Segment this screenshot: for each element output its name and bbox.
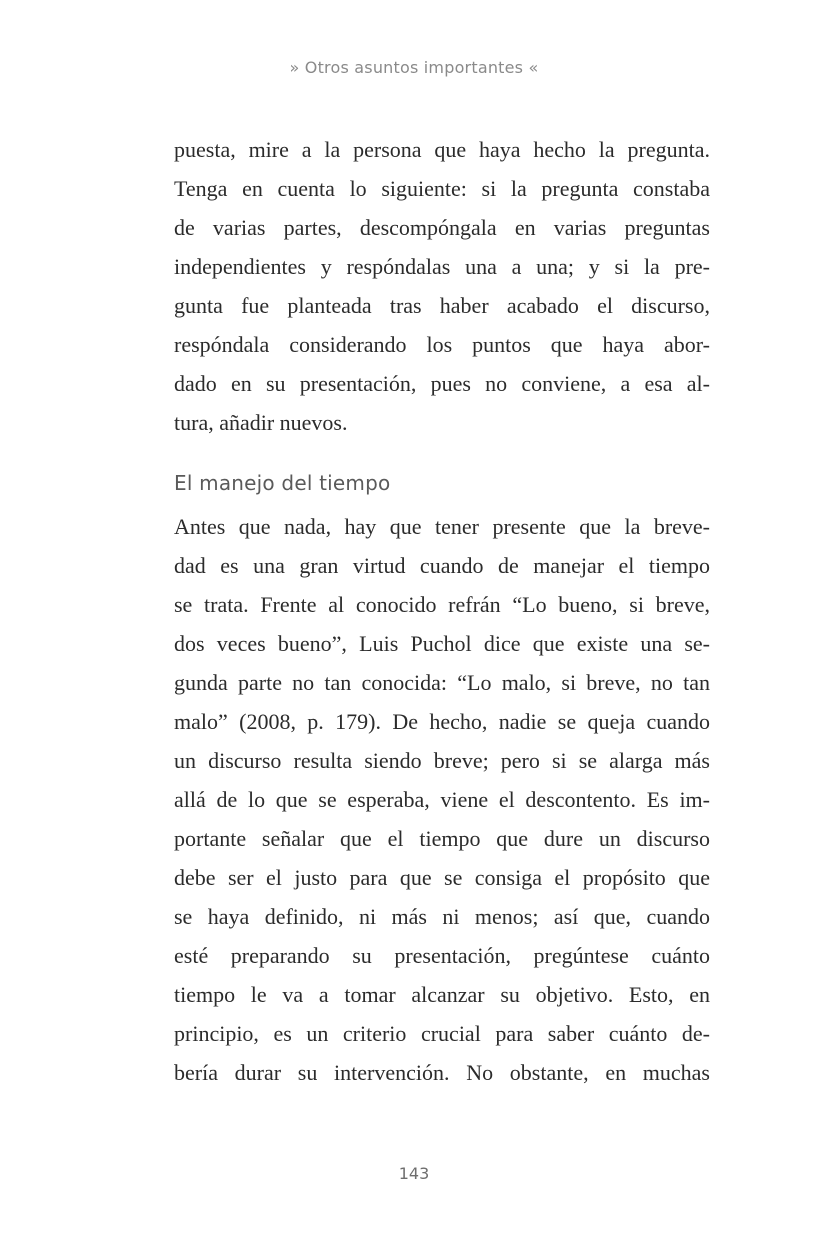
text-line: dad es una gran virtud cuando de manejar el tiempo (174, 553, 710, 578)
text-line: Antes que nada, hay que tener presente que la breve- (174, 514, 710, 539)
text-line: respóndala considerando los puntos que haya abor- (174, 332, 710, 357)
text-line: dado en su presentación, pues no conviene, a esa al- (174, 371, 710, 396)
text-line: portante señalar que el tiempo que dure un discurso (174, 826, 710, 851)
text-line: malo” (2008, p. 179). De hecho, nadie se queja cuando (174, 709, 710, 734)
page-number: 143 (398, 1164, 430, 1183)
running-header: » Otros asuntos importantes « (289, 58, 539, 77)
text-line: dos veces bueno”, Luis Puchol dice que existe una se- (174, 631, 710, 656)
section-paragraph (174, 507, 710, 1092)
text-line: se haya definido, ni más ni menos; así que, cuando (174, 904, 710, 929)
text-line: Tenga en cuenta lo siguiente: si la pregunta constaba (174, 176, 710, 201)
text-line: tura, añadir nuevos. (174, 410, 348, 435)
text-line: tiempo le va a tomar alcanzar su objetivo. Esto, en (174, 982, 710, 1007)
text-line: un discurso resulta siendo breve; pero si se alarga más (174, 748, 710, 773)
text-line: se trata. Frente al conocido refrán “Lo bueno, si breve, (174, 592, 710, 617)
text-line: allá de lo que se esperaba, viene el descontento. Es im- (174, 787, 710, 812)
text-line: puesta, mire a la persona que haya hecho la pregunta. (174, 137, 710, 162)
text-line: esté preparando su presentación, pregúntese cuánto (174, 943, 710, 968)
paragraph-continuation (174, 130, 710, 442)
text-line: principio, es un criterio crucial para saber cuánto de- (174, 1021, 710, 1046)
text-line: independientes y respóndalas una a una; y si la pre- (174, 254, 710, 279)
text-line: bería durar su intervención. No obstante, en muchas (174, 1060, 710, 1085)
text-line: debe ser el justo para que se consiga el propósito que (174, 865, 710, 890)
text-line: de varias partes, descompóngala en varias preguntas (174, 215, 710, 240)
text-line: gunta fue planteada tras haber acabado el discurso, (174, 293, 710, 318)
text-line: gunda parte no tan conocida: “Lo malo, si breve, no tan (174, 670, 710, 695)
section-heading: El manejo del tiempo (174, 471, 391, 495)
